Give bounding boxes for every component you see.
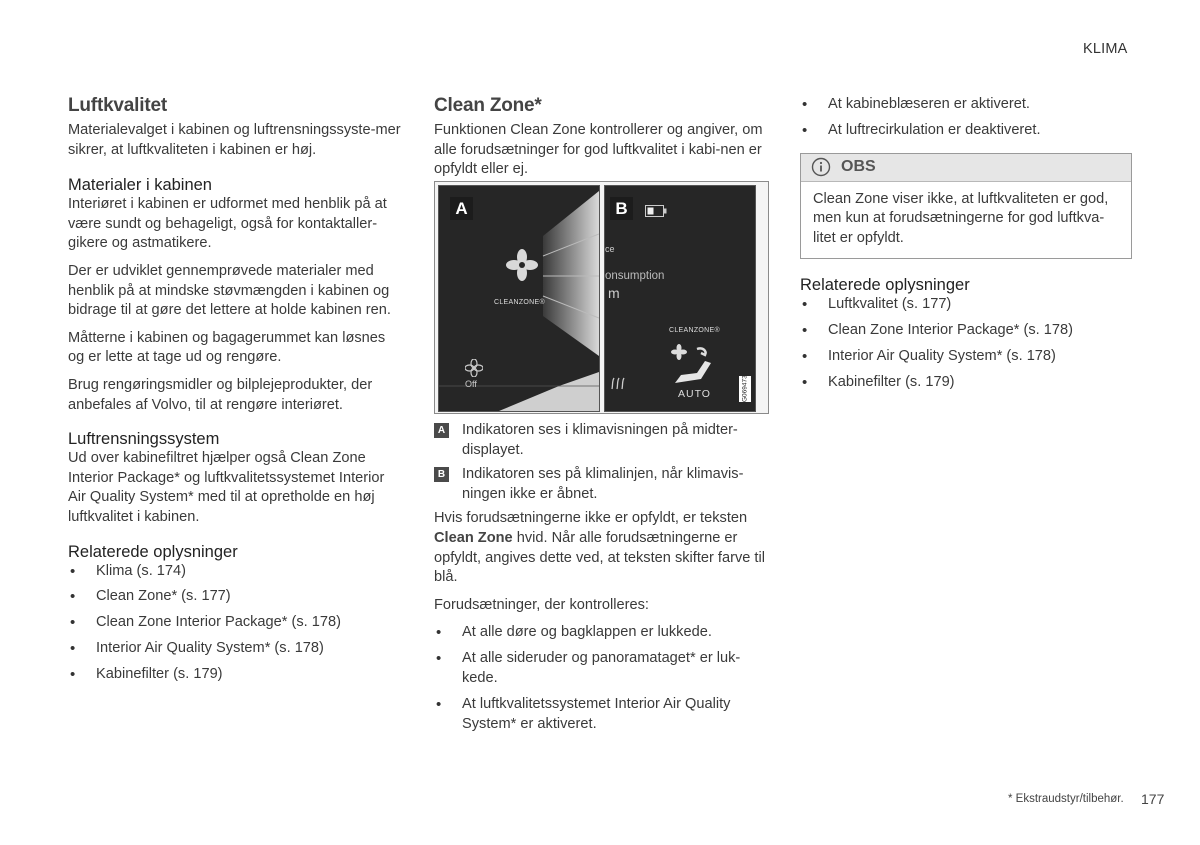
legend-item: [434, 465, 766, 504]
cleanzone-label-b: CLEANZONE®: [669, 327, 720, 334]
paragraph-text: hvid. Når alle forudsætningerne er opfyldt, angives dette ved, at teksten skifter farve til blå.: [434, 529, 765, 586]
paragraph: Forudsætninger, der kontrolleres:: [434, 596, 649, 613]
condition-item: • At luftrecirkulation er deaktiveret.: [800, 121, 1132, 141]
luftkvalitet-section: [68, 94, 402, 691]
legend-item: [434, 421, 766, 460]
related-link[interactable]: • Interior Air Quality System* (s. 178): [800, 347, 1132, 367]
legend-text: Indikatoren ses i klimavisningen på midter-displayet.: [462, 422, 738, 458]
clean-zone-figure: [434, 181, 769, 414]
info-icon: [811, 157, 831, 177]
legend-key: A: [434, 423, 449, 438]
related-list: [800, 295, 1132, 393]
conditions-list: [434, 623, 766, 734]
related-link[interactable]: • Kabinefilter (s. 179): [68, 665, 402, 685]
intro-text: Funktionen Clean Zone kontrollerer og angiver, om alle forudsætninger for god luftkvalitet i kabi-nen er opfyldt eller ej.: [434, 122, 763, 178]
clean-zone-section: [434, 94, 766, 188]
fan-off-icon: [465, 359, 483, 377]
page-number: 177: [1141, 791, 1165, 807]
chapter-title: KLIMA: [1083, 41, 1128, 57]
intro-text: Materialevalget i kabinen og luftrensningssyste-mer sikrer, at luftkvaliteten i kabinen er høj.: [68, 122, 401, 158]
figure-code: G069473: [739, 376, 751, 402]
panel-a-label: A: [450, 197, 473, 220]
panel-a: [438, 185, 600, 412]
seat-airflow-icon: [671, 341, 715, 385]
panel-b-label: B: [610, 197, 633, 220]
related-list: [68, 562, 402, 686]
off-label: Off: [465, 379, 477, 389]
battery-icon: [645, 205, 667, 217]
auto-label: AUTO: [678, 388, 711, 400]
related-link[interactable]: • Clean Zone Interior Package* (s. 178): [800, 321, 1132, 341]
related-link[interactable]: • Luftkvalitet (s. 177): [800, 295, 1132, 315]
clean-zone-body: [434, 421, 766, 740]
related-heading: Relaterede oplysninger: [68, 542, 238, 561]
paragraph: [434, 509, 766, 587]
condition-item: • At alle sideruder og panoramataget* er luk-kede.: [434, 649, 766, 688]
related-link[interactable]: • Clean Zone* (s. 177): [68, 587, 402, 607]
paragraph: Måtterne i kabinen og bagagerummet kan løsnes og er lette at tage ud og rengøre.: [68, 329, 386, 366]
related-heading: Relaterede oplysninger: [800, 276, 970, 295]
fan-icon: [506, 249, 538, 281]
paragraph: Brug rengøringsmidler og bilplejeprodukter, der anbefales af Volvo, til at rengøre interiøret.: [68, 376, 373, 413]
paragraph: Ud over kabinefiltret hjælper også Clean Zone Interior Package* og luftkvalitetssystemet Interior Air Quality System* med til at opretholde en høj luftkvalitet i kabinen.: [68, 450, 385, 525]
defrost-icon: [610, 377, 628, 391]
legend-key: B: [434, 467, 449, 482]
subheading-materials: Materialer i kabinen: [68, 176, 212, 195]
note-text: Clean Zone viser ikke, at luftkvaliteten er god, men kun at forudsætningerne for god luftkva-litet er opfyldt.: [813, 190, 1109, 246]
related-link[interactable]: • Clean Zone Interior Package* (s. 178): [68, 613, 402, 633]
cleanzone-label-a: CLEANZONE®: [494, 299, 545, 306]
condition-item: • At luftkvalitetssystemet Interior Air Quality System* er aktiveret.: [434, 695, 766, 734]
paragraph: Der er udviklet gennemprøvede materialer med henblik på at mindske støvmængden i kabinen og bidrage til at gøre det lettere at holde kabinen ren.: [68, 262, 391, 319]
note-header: [801, 154, 1131, 182]
panel-b: [604, 185, 756, 412]
column-three: [800, 95, 1132, 399]
subheading-purification: Luftrensningssystem: [68, 430, 220, 449]
condition-item: • At alle døre og bagklappen er lukkede.: [434, 623, 766, 643]
legend-text: Indikatoren ses på klimalinjen, når klimavis-ningen ikke er åbnet.: [462, 466, 744, 502]
note-box: [800, 153, 1132, 260]
condition-item: • At kabineblæseren er aktiveret.: [800, 95, 1132, 115]
footnote: * Ekstraudstyr/tilbehør.: [1008, 793, 1124, 805]
related-link[interactable]: • Kabinefilter (s. 179): [800, 373, 1132, 393]
related-link[interactable]: • Klima (s. 174): [68, 562, 402, 582]
section-title: Luftkvalitet: [68, 95, 167, 116]
related-link[interactable]: • Interior Air Quality System* (s. 178): [68, 639, 402, 659]
conditions-list-cont: [800, 95, 1132, 141]
clean-zone-emphasis: Clean Zone: [434, 529, 513, 546]
text-fragment: onsumption: [605, 270, 665, 282]
paragraph-text: Hvis forudsætningerne ikke er opfyldt, er teksten: [434, 510, 748, 527]
paragraph: Interiøret i kabinen er udformet med henblik på at være sundt og behageligt, også for kontaktaller-gikere og astmatikere.: [68, 196, 387, 252]
vent-shape: [543, 191, 599, 356]
note-title: OBS: [841, 158, 876, 176]
text-fragment: m: [608, 285, 620, 301]
section-title: Clean Zone*: [434, 95, 542, 116]
text-fragment: ce: [605, 244, 615, 254]
